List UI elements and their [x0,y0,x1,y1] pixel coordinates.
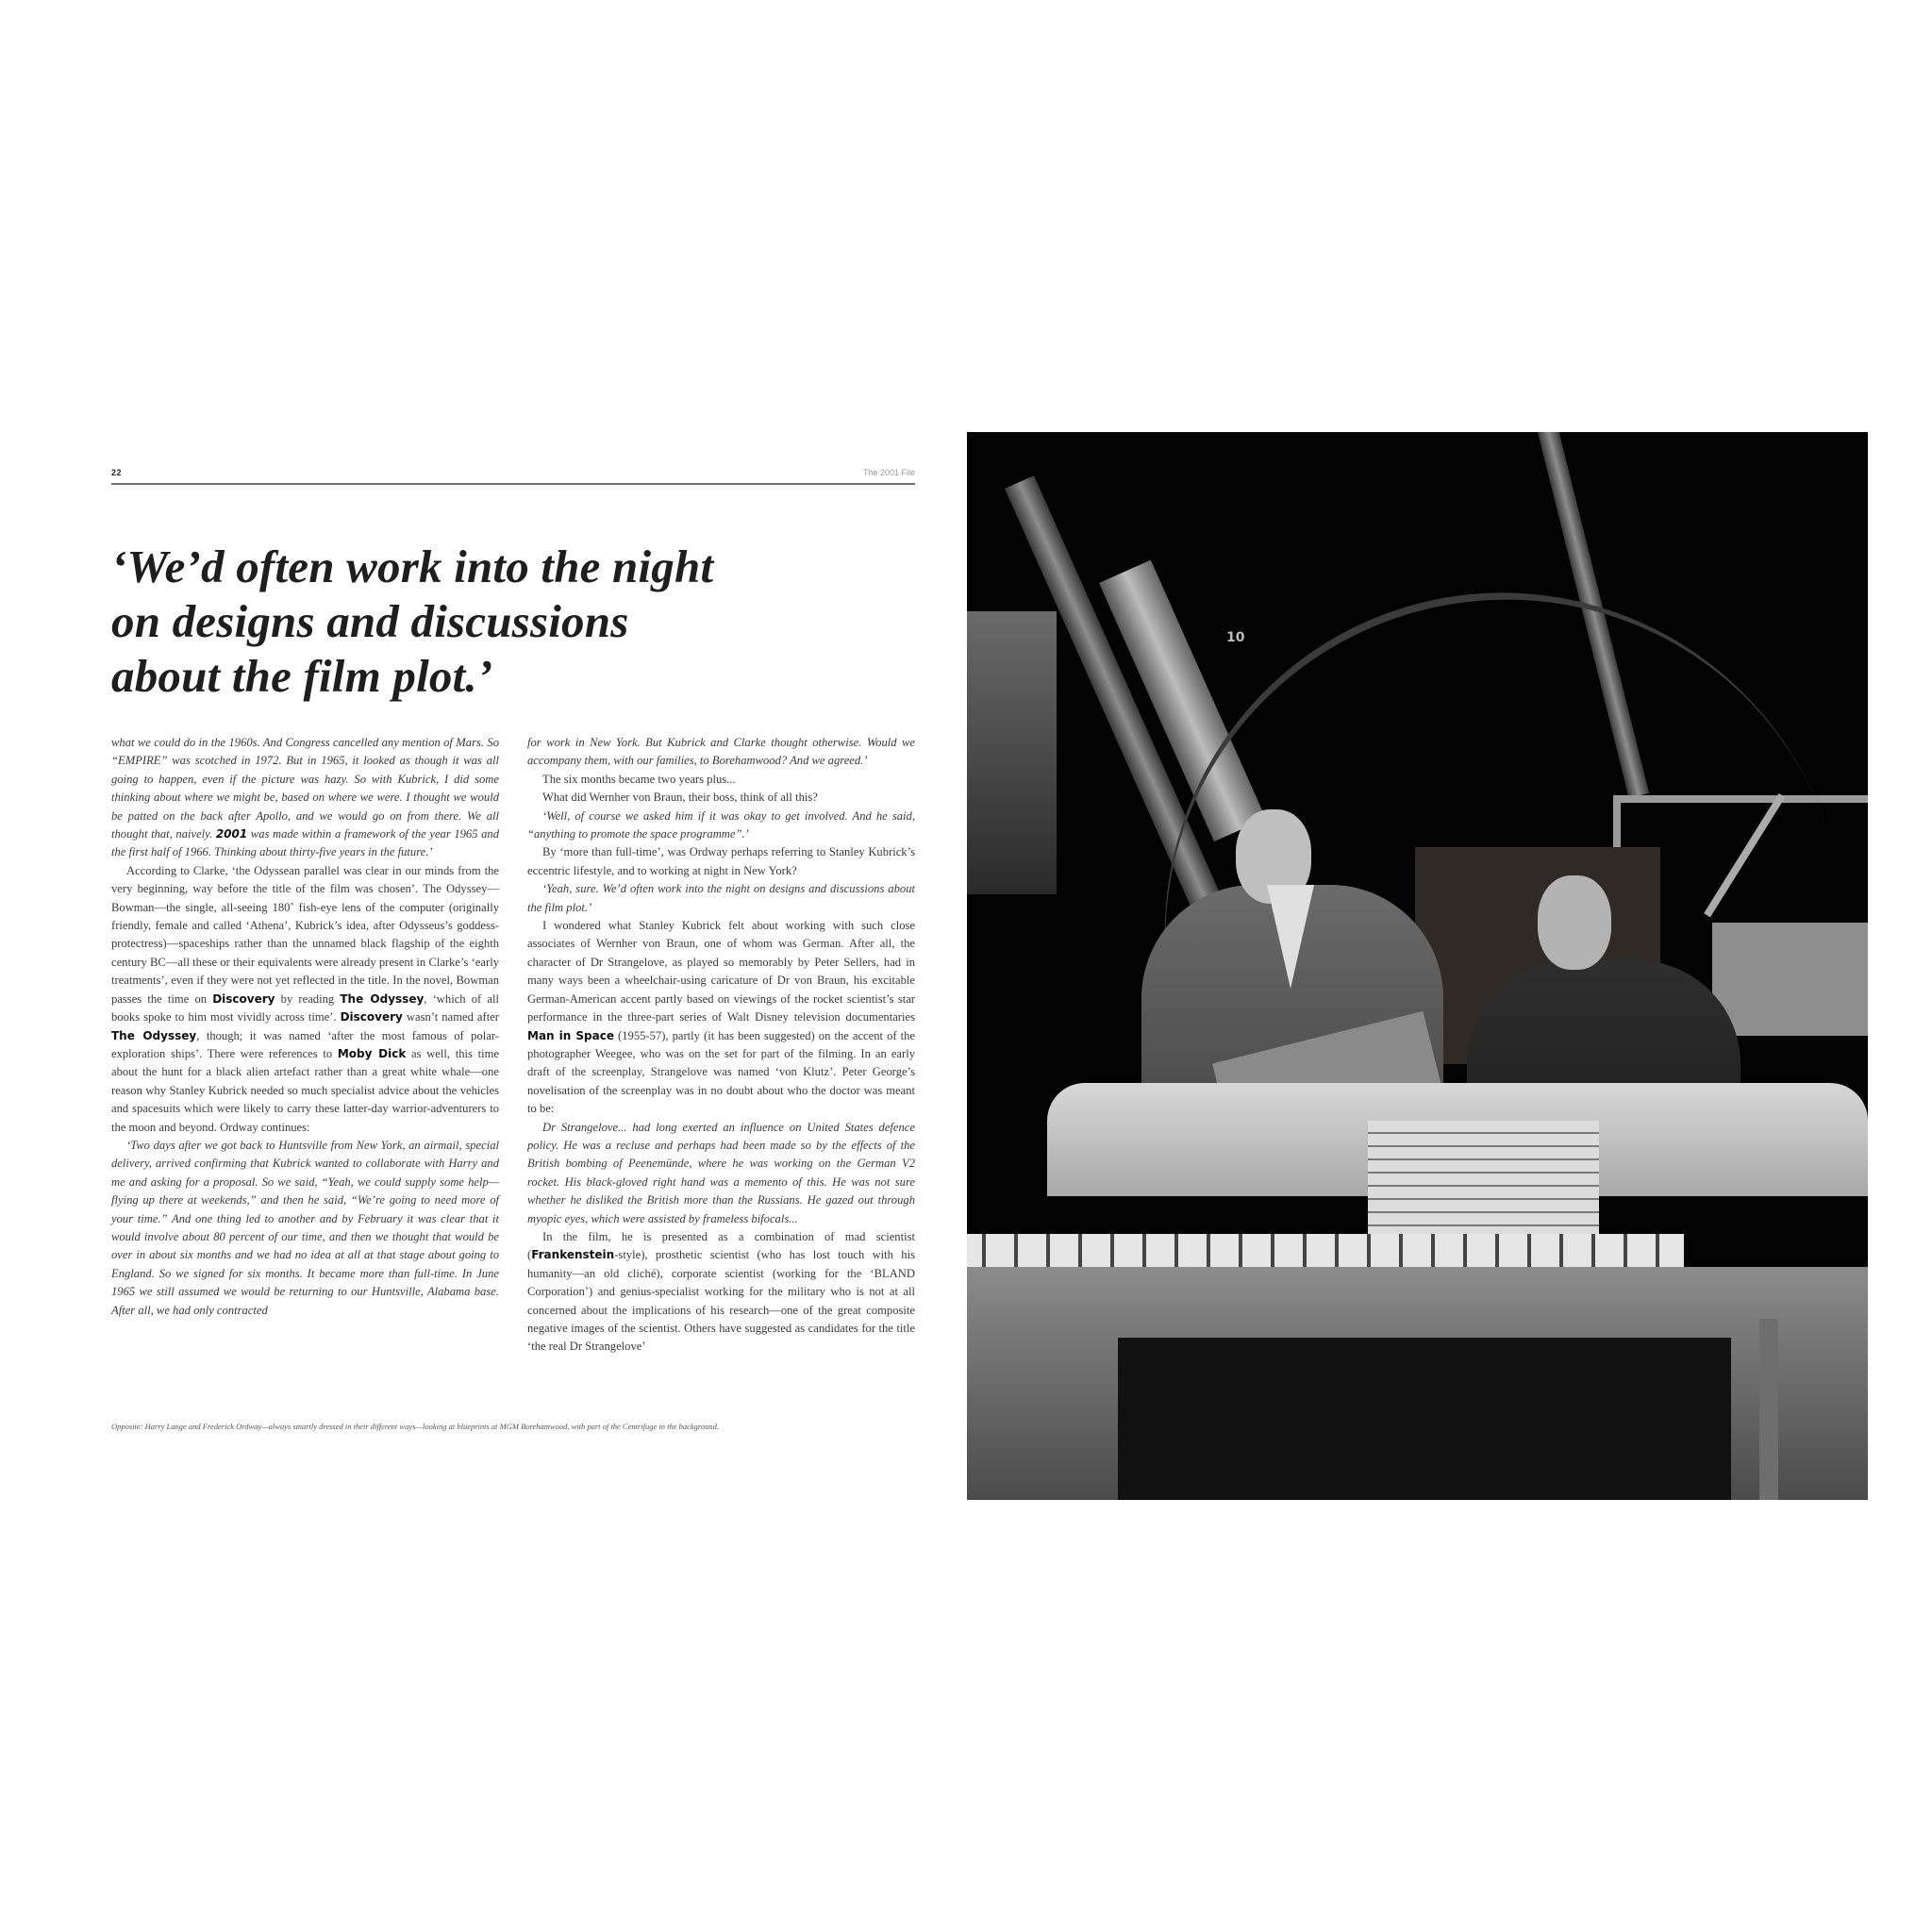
paragraph: What did Wernher von Braun, their boss, think of all this? [542,791,818,805]
paragraph: I wondered what Stanley Kubrick felt about working with such close associates of Wernher von Braun, one of whom was German. After all, the character of Dr Strangelove, as played so memorably by Peter Sellers, had in many ways been a wheelchair-using caricature of Dr von Braun, his excitable German-American accent partly based on viewings of the rocket scientist’s star performance in the three-part series of Walt Disney television documentaries Man in Space (1955-57), partly (it has been suggested) on the accent of the photographer Weegee, who was on the set for part of the filming. In an early draft of the screenplay, Strangelove was named ‘von Klutz’. Peter George’s novelisation of the screenplay was in no doubt about who the doctor was meant to be: [527,919,915,1116]
paragraph: Dr Strangelove... had long exerted an influence on United States defence policy. He was a recluse and perhaps had been made so by the effects of the British bombing of Peenemünde, where he was working on the German V2 rocket. His black-gloved right hand was a memento of this. He was not sure whether he disliked the British more than the Russians. He gazed out through myopic eyes, which were assisted by frameless bifocals... [527,1120,915,1225]
set-number-label: 10 [1226,630,1245,645]
stacked-boards [1368,1121,1599,1243]
right-column [527,734,915,1357]
pull-quote [111,540,791,704]
grey-panel [1712,923,1868,1036]
paragraph: In the film, he is presented as a combination of mad scientist (Frankenstein-style), prosthetic scientist (who has lost touch with his humanity—an old cliché), corporate scientist (working for the ‘BLAND Corporation’) and genius-specialist working for the military who is not at all concerned about the implications of his research—one of the great composite negative images of the scientist. Others have suggested as candidates for the title ‘the real Dr Strangelove’ [527,1229,915,1354]
running-head [111,466,915,485]
paragraph: ‘Yeah, sure. We’d often work into the night on designs and discussions about the film plot.’ [527,882,915,914]
paragraph: ‘Two days after we got back to Huntsville from New York, an airmail, special delivery, arrived confirming that Kubrick wanted to collaborate with Harry and me and asking for a proposal. So we said, “Yeah, we could supply some help—flying up there at weekends,” and then he said, “We’re going to need more of your time.” And one thing led to another and by February it was clear that it would involve about 80 percent of our time, and then we thought that would be over in about six months and we had no idea at all at that stage about going to England. So we signed for six months. It became more than full-time. In June 1965 we still assumed we would be returning to our Huntsville, Alabama base. After all, we had only contracted [111,1138,499,1317]
page-number: 22 [111,468,123,477]
body-columns [111,734,915,1357]
pull-quote-line: on designs and discussions [111,595,629,647]
man-right-head [1538,875,1611,970]
paragraph: ‘Well, of course we asked him if it was okay to get involved. And he said, “anything to promote the space programme”.’ [527,808,915,841]
perforated-rail [967,1234,1684,1272]
pull-quote-line: about the film plot.’ [111,650,493,702]
paragraph: The six months became two years plus... [542,772,736,786]
header-rule [111,483,915,485]
paragraph: what we could do in the 1960s. And Congress cancelled any mention of Mars. So “EMPIRE” was scotched in 1972. But in 1965, it looked as though it was all going to happen, even if the picture was hazy. So with Kubrick, I did some thinking about where we might be, based on where we were. I thought we would be patted on the back after Apollo, and we would go on from there. We all thought that, naively. 2001 was made within a framework of the year 1965 and the first half of 1966. Thinking about thirty-five years in the future.’ [111,736,499,859]
photograph [967,432,1868,1500]
left-page [111,466,915,1431]
pull-quote-line: ‘We’d often work into the night [111,541,714,592]
paragraph: According to Clarke, ‘the Odyssean parallel was clear in our minds from the very beginning, way before the title of the film was chosen’. The Odyssey—Bowman—the single, all-seeing 180˚ fish-eye lens of the computer (originally friendly, female and called ‘Athena’, Kubrick’s idea, after Odysseus’s goddess-protectress)—spaceships rather than the unnamed black flagship of the eighth century BC—all these or their equivalents were already present in Clarke’s ‘early treatments’, even if they were not yet reflected in the title. In the novel, Bowman passes the time on Discovery by reading The Odyssey, ‘which of all books spoke to him most vividly across time’. Discovery wasn’t named after The Odyssey, though; it was named ‘after the most famous of polar-exploration ships’. There were references to Moby Dick as well, this time about the hunt for a black alien artefact rather than a great white whale—one reason why Stanley Kubrick needed so much specialist advice about the vehicles and spacesuits which were likely to carry these latter-day warrior-adventurers to the moon and beyond. Ordway continues: [111,863,500,1134]
book-title: The 2001 File [862,468,915,477]
workbench-shadow [1118,1338,1731,1500]
left-column [111,734,499,1357]
photo-caption: Opposite: Harry Lange and Frederick Ordway—always smartly dressed in their different ways—looking at blueprints at MGM Borehamwood, with part of the Centrifuge in the background. [111,1422,720,1431]
workbench-leg [1759,1319,1778,1500]
paragraph: for work in New York. But Kubrick and Clarke thought otherwise. Would we accompany them, with our families, to Borehamwood? And we agreed.’ [527,736,915,768]
scaffold-panel [967,611,1057,894]
paragraph: By ‘more than full-time’, was Ordway perhaps referring to Stanley Kubrick’s eccentric lifestyle, and to working at night in New York? [527,845,915,877]
